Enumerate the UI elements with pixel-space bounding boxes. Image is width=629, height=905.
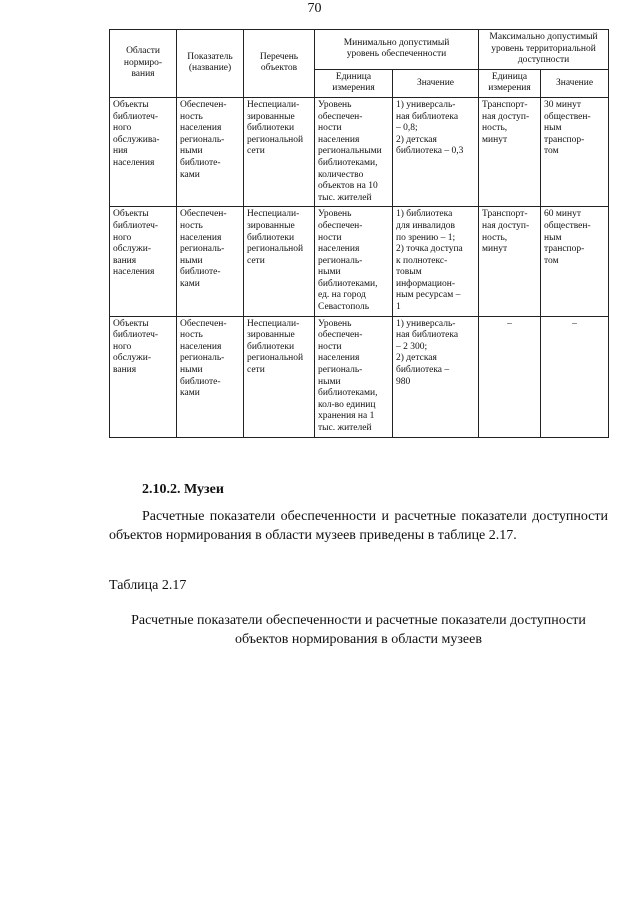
cell-max-value: 60 минут обществен- ным транспор- том (541, 207, 609, 316)
cell-max-value: – (541, 316, 609, 437)
header-max-group: Максимально допустимый уровень территориальной доступности (479, 30, 609, 70)
table-caption: Расчетные показатели обеспеченности и расчетные показатели доступности объектов нормирования в области музеев (131, 613, 586, 647)
cell-min-unit: Уровень обеспечен- ности населения региональ- ными библиотеками, ед. на город Севастополь (315, 207, 393, 316)
cell-objects: Неспециали- зированные библиотеки региональной сети (244, 207, 315, 316)
table-label: Таблица 2.17 (109, 578, 187, 593)
cell-min-value: 1) библиотека для инвалидов по зрению – 1; 2) точка доступа к полнотекс- товым информацион- ным ресурсам – 1 (393, 207, 479, 316)
cell-max-value: 30 минут обществен- ным транспор- том (541, 97, 609, 206)
header-area: Области нормиро- вания (110, 30, 177, 98)
header-indicator: Показатель (название) (177, 30, 244, 98)
table-row (110, 207, 609, 316)
table-row (110, 316, 609, 437)
page-number: 70 (307, 1, 322, 16)
table-header-row (110, 30, 609, 70)
cell-max-unit: Транспорт- ная доступ- ность, минут (479, 207, 541, 316)
normatives-table (109, 29, 609, 438)
table-row (110, 97, 609, 206)
header-min-unit: Единица измерения (315, 69, 393, 97)
cell-indicator: Обеспечен- ность населения региональ- ными библиоте- ками (177, 97, 244, 206)
cell-area: Объекты библиотеч- ного обслужива- ния населения (110, 97, 177, 206)
cell-area: Объекты библиотеч- ного обслужи- вания населения (110, 207, 177, 316)
section-heading: 2.10.2. Музеи (142, 482, 224, 497)
cell-objects: Неспециали- зированные библиотеки региональной сети (244, 316, 315, 437)
body-paragraph: Расчетные показатели обеспеченности и расчетные показатели доступности объектов нормирования в области музеев приведены в таблице 2.17. (109, 509, 608, 543)
cell-min-value: 1) универсаль- ная библиотека – 2 300; 2) детская библиотека – 980 (393, 316, 479, 437)
cell-min-unit: Уровень обеспечен- ности населения региональными библиотеками, количество объектов на 10 тыс. жителей (315, 97, 393, 206)
cell-min-value: 1) универсаль- ная библиотека – 0,8; 2) детская библиотека – 0,3 (393, 97, 479, 206)
header-min-value: Значение (393, 69, 479, 97)
cell-max-unit: – (479, 316, 541, 437)
header-objects: Перечень объектов (244, 30, 315, 98)
header-max-value: Значение (541, 69, 609, 97)
cell-area: Объекты библиотеч- ного обслужи- вания (110, 316, 177, 437)
cell-indicator: Обеспечен- ность населения региональ- ными библиоте- ками (177, 207, 244, 316)
cell-max-unit: Транспорт- ная доступ- ность, минут (479, 97, 541, 206)
header-max-unit: Единица измерения (479, 69, 541, 97)
cell-indicator: Обеспечен- ность населения региональ- ными библиоте- ками (177, 316, 244, 437)
header-min-group: Минимально допустимый уровень обеспеченности (315, 30, 479, 70)
cell-objects: Неспециали- зированные библиотеки региональной сети (244, 97, 315, 206)
cell-min-unit: Уровень обеспечен- ности населения региональ- ными библиотеками, кол-во единиц хранения на 1 тыс. жителей (315, 316, 393, 437)
